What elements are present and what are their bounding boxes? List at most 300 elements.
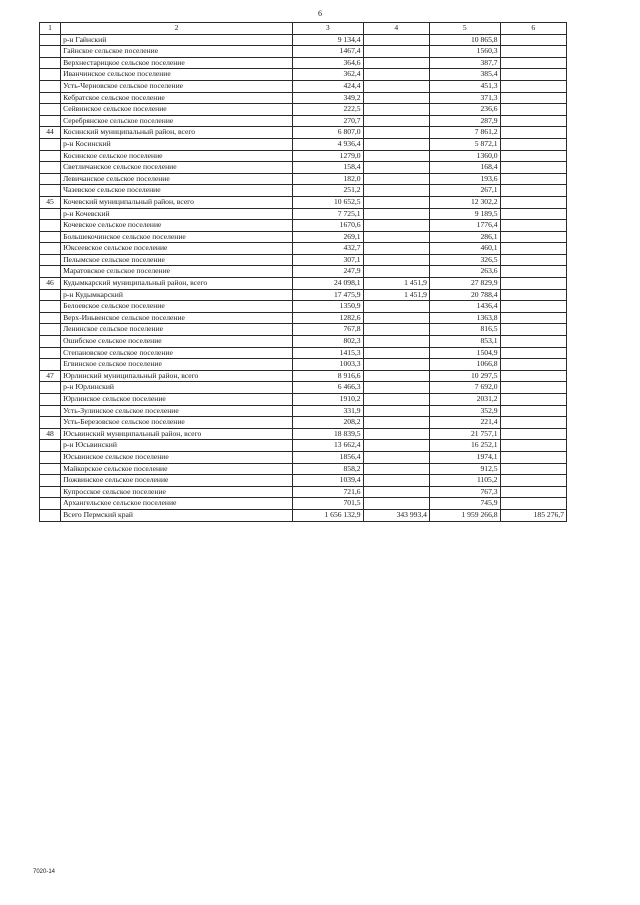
row-number-cell — [40, 359, 61, 371]
col3-value-cell: 17 475,9 — [292, 289, 363, 301]
table-header-row — [40, 23, 567, 35]
table-row — [40, 254, 567, 266]
col6-value-cell — [500, 394, 566, 406]
row-number-cell — [40, 57, 61, 69]
col5-value-cell: 9 189,5 — [429, 208, 500, 220]
col6-value-cell — [500, 359, 566, 371]
row-name-cell: Светличанское сельское поселение — [61, 162, 293, 174]
col5-value-cell: 2031,2 — [429, 394, 500, 406]
col4-value-cell: 1 451,9 — [363, 278, 429, 290]
table-row — [40, 196, 567, 208]
col4-value-cell — [363, 347, 429, 359]
row-name-cell: Косинский муниципальный район, всего — [61, 127, 293, 139]
table-row — [40, 46, 567, 58]
row-number-cell — [40, 382, 61, 394]
col6-value-cell — [500, 69, 566, 81]
col4-value-cell — [363, 451, 429, 463]
row-name-cell: Юсьвинский муниципальный район, всего — [61, 428, 293, 440]
col5-value-cell: 1360,0 — [429, 150, 500, 162]
row-number-cell — [40, 243, 61, 255]
col3-value-cell: 7 725,1 — [292, 208, 363, 220]
col3-value-cell: 158,4 — [292, 162, 363, 174]
row-number-cell — [40, 92, 61, 104]
row-number-cell — [40, 231, 61, 243]
col5-value-cell: 387,7 — [429, 57, 500, 69]
table-row — [40, 324, 567, 336]
table-row — [40, 440, 567, 452]
col5-value-cell: 267,1 — [429, 185, 500, 197]
table-row — [40, 115, 567, 127]
row-name-cell: Кочевское сельское поселение — [61, 220, 293, 232]
table-row — [40, 104, 567, 116]
col3-value-cell: 307,1 — [292, 254, 363, 266]
col3-value-cell: 208,2 — [292, 417, 363, 429]
col6-value-cell — [500, 301, 566, 313]
col6-value-cell — [500, 463, 566, 475]
row-name-cell: Верхнестарицкое сельское поселение — [61, 57, 293, 69]
col3-value-cell: 432,7 — [292, 243, 363, 255]
col3-value-cell: 1910,2 — [292, 394, 363, 406]
footer-code: 7020-14 — [33, 869, 56, 875]
col3-value-cell: 331,9 — [292, 405, 363, 417]
col4-value-cell — [363, 324, 429, 336]
row-number-cell: 44 — [40, 127, 61, 139]
table-row — [40, 162, 567, 174]
col5-value-cell: 7 692,0 — [429, 382, 500, 394]
col5-value-cell: 10 865,8 — [429, 34, 500, 46]
col5-value-cell: 352,9 — [429, 405, 500, 417]
table-row — [40, 208, 567, 220]
col6-value-cell: 185 276,7 — [500, 509, 566, 521]
col4-value-cell — [363, 243, 429, 255]
row-name-cell: Большекочинское сельское поселение — [61, 231, 293, 243]
row-name-cell: Юрлинский муниципальный район, всего — [61, 370, 293, 382]
table-row — [40, 359, 567, 371]
col3-value-cell: 247,9 — [292, 266, 363, 278]
row-name-cell: Юсьвинское сельское поселение — [61, 451, 293, 463]
col5-value-cell: 1105,2 — [429, 475, 500, 487]
col5-value-cell: 20 788,4 — [429, 289, 500, 301]
row-number-cell — [40, 451, 61, 463]
col4-value-cell — [363, 312, 429, 324]
col4-value-cell — [363, 92, 429, 104]
col5-value-cell: 371,3 — [429, 92, 500, 104]
row-number-cell — [40, 509, 61, 521]
col4-value-cell — [363, 208, 429, 220]
table-row — [40, 173, 567, 185]
row-name-cell: р-н Юсьвинский — [61, 440, 293, 452]
table-row — [40, 301, 567, 313]
col3-value-cell: 6 466,3 — [292, 382, 363, 394]
row-name-cell: Кебратское сельское поселение — [61, 92, 293, 104]
col3-value-cell: 767,8 — [292, 324, 363, 336]
col4-value-cell — [363, 463, 429, 475]
row-name-cell: Архангельское сельское поселение — [61, 498, 293, 510]
row-number-cell — [40, 301, 61, 313]
col3-value-cell: 24 098,1 — [292, 278, 363, 290]
row-number-cell — [40, 312, 61, 324]
row-number-cell — [40, 324, 61, 336]
row-name-cell: Белоевское сельское поселение — [61, 301, 293, 313]
col5-value-cell: 236,6 — [429, 104, 500, 116]
row-name-cell: Кочевский муниципальный район, всего — [61, 196, 293, 208]
row-name-cell: Егвинское сельское поселение — [61, 359, 293, 371]
row-name-cell: Ленинское сельское поселение — [61, 324, 293, 336]
col4-value-cell — [363, 359, 429, 371]
col6-value-cell — [500, 382, 566, 394]
col5-value-cell: 16 252,1 — [429, 440, 500, 452]
col5-value-cell: 385,4 — [429, 69, 500, 81]
table-row — [40, 138, 567, 150]
row-number-cell — [40, 463, 61, 475]
table-row — [40, 92, 567, 104]
col6-value-cell — [500, 208, 566, 220]
col4-value-cell — [363, 57, 429, 69]
col3-value-cell: 4 936,4 — [292, 138, 363, 150]
col4-value-cell: 1 451,9 — [363, 289, 429, 301]
row-number-cell — [40, 486, 61, 498]
table-row — [40, 243, 567, 255]
col4-value-cell — [363, 266, 429, 278]
col3-value-cell: 364,6 — [292, 57, 363, 69]
column-header: 4 — [363, 23, 429, 35]
row-number-cell — [40, 34, 61, 46]
col5-value-cell: 1 959 266,8 — [429, 509, 500, 521]
col5-value-cell: 1974,1 — [429, 451, 500, 463]
col3-value-cell: 362,4 — [292, 69, 363, 81]
row-name-cell: р-н Кочевский — [61, 208, 293, 220]
row-number-cell — [40, 347, 61, 359]
row-number-cell — [40, 138, 61, 150]
col3-value-cell: 424,4 — [292, 80, 363, 92]
row-number-cell — [40, 220, 61, 232]
col6-value-cell — [500, 80, 566, 92]
table-row — [40, 428, 567, 440]
col3-value-cell: 269,1 — [292, 231, 363, 243]
table-row — [40, 486, 567, 498]
row-name-cell: Гайнское сельское поселение — [61, 46, 293, 58]
col5-value-cell: 263,6 — [429, 266, 500, 278]
table-row — [40, 312, 567, 324]
row-name-cell: Купросское сельское поселение — [61, 486, 293, 498]
col4-value-cell — [363, 173, 429, 185]
col4-value-cell — [363, 486, 429, 498]
col5-value-cell: 221,4 — [429, 417, 500, 429]
col5-value-cell: 1436,4 — [429, 301, 500, 313]
table-row — [40, 57, 567, 69]
col5-value-cell: 1776,4 — [429, 220, 500, 232]
row-number-cell — [40, 162, 61, 174]
row-name-cell: р-н Кудымкарский — [61, 289, 293, 301]
col6-value-cell — [500, 57, 566, 69]
col4-value-cell — [363, 80, 429, 92]
col3-value-cell: 182,0 — [292, 173, 363, 185]
col6-value-cell — [500, 417, 566, 429]
col6-value-cell — [500, 173, 566, 185]
row-name-cell: р-н Гайнский — [61, 34, 293, 46]
col6-value-cell — [500, 196, 566, 208]
col4-value-cell — [363, 69, 429, 81]
col5-value-cell: 451,3 — [429, 80, 500, 92]
table-row — [40, 127, 567, 139]
row-name-cell: р-н Юрлинский — [61, 382, 293, 394]
col3-value-cell: 222,5 — [292, 104, 363, 116]
col5-value-cell: 745,9 — [429, 498, 500, 510]
col4-value-cell — [363, 254, 429, 266]
col6-value-cell — [500, 278, 566, 290]
table-row — [40, 69, 567, 81]
col6-value-cell — [500, 324, 566, 336]
col3-value-cell: 10 652,5 — [292, 196, 363, 208]
col5-value-cell: 5 872,1 — [429, 138, 500, 150]
col6-value-cell — [500, 138, 566, 150]
row-number-cell — [40, 289, 61, 301]
row-name-cell: Усть-Черновское сельское поселение — [61, 80, 293, 92]
col4-value-cell — [363, 417, 429, 429]
row-name-cell: Усть-Березовское сельское поселение — [61, 417, 293, 429]
col4-value-cell — [363, 150, 429, 162]
row-number-cell: 47 — [40, 370, 61, 382]
table-row — [40, 336, 567, 348]
table-row — [40, 347, 567, 359]
col4-value-cell — [363, 162, 429, 174]
col5-value-cell: 1066,8 — [429, 359, 500, 371]
col3-value-cell: 701,5 — [292, 498, 363, 510]
row-number-cell — [40, 405, 61, 417]
col3-value-cell: 9 134,4 — [292, 34, 363, 46]
col6-value-cell — [500, 150, 566, 162]
row-number-cell: 45 — [40, 196, 61, 208]
row-number-cell — [40, 208, 61, 220]
col5-value-cell: 168,4 — [429, 162, 500, 174]
col6-value-cell — [500, 266, 566, 278]
row-name-cell: Пелымское сельское поселение — [61, 254, 293, 266]
col5-value-cell: 7 861,2 — [429, 127, 500, 139]
col3-value-cell: 270,7 — [292, 115, 363, 127]
col5-value-cell: 460,1 — [429, 243, 500, 255]
col4-value-cell — [363, 115, 429, 127]
col6-value-cell — [500, 115, 566, 127]
col4-value-cell — [363, 127, 429, 139]
col6-value-cell — [500, 347, 566, 359]
table-row — [40, 80, 567, 92]
col4-value-cell — [363, 185, 429, 197]
table-row — [40, 382, 567, 394]
col3-value-cell: 13 662,4 — [292, 440, 363, 452]
table-row — [40, 34, 567, 46]
row-name-cell: Косинское сельское поселение — [61, 150, 293, 162]
col5-value-cell: 326,5 — [429, 254, 500, 266]
col4-value-cell — [363, 231, 429, 243]
row-number-cell — [40, 336, 61, 348]
row-name-cell: Всего Пермский край — [61, 509, 293, 521]
col5-value-cell: 21 757,1 — [429, 428, 500, 440]
col3-value-cell: 1415,3 — [292, 347, 363, 359]
row-number-cell: 48 — [40, 428, 61, 440]
budget-table — [39, 22, 567, 522]
col3-value-cell: 1282,6 — [292, 312, 363, 324]
col3-value-cell: 721,6 — [292, 486, 363, 498]
row-number-cell — [40, 104, 61, 116]
col3-value-cell: 251,2 — [292, 185, 363, 197]
row-number-cell — [40, 394, 61, 406]
col3-value-cell: 1350,9 — [292, 301, 363, 313]
col6-value-cell — [500, 127, 566, 139]
col6-value-cell — [500, 254, 566, 266]
col6-value-cell — [500, 289, 566, 301]
table-row — [40, 451, 567, 463]
col5-value-cell: 287,9 — [429, 115, 500, 127]
col6-value-cell — [500, 440, 566, 452]
row-name-cell: Степановское сельское поселение — [61, 347, 293, 359]
row-number-cell — [40, 417, 61, 429]
col6-value-cell — [500, 92, 566, 104]
col5-value-cell: 816,5 — [429, 324, 500, 336]
row-number-cell — [40, 440, 61, 452]
col6-value-cell — [500, 486, 566, 498]
row-name-cell: Юксеевское сельское поселение — [61, 243, 293, 255]
row-name-cell: Серебрянское сельское поселение — [61, 115, 293, 127]
col4-value-cell — [363, 370, 429, 382]
row-name-cell: Верх-Иньвенское сельское поселение — [61, 312, 293, 324]
row-number-cell — [40, 185, 61, 197]
col4-value-cell — [363, 301, 429, 313]
table-row — [40, 417, 567, 429]
col6-value-cell — [500, 405, 566, 417]
col6-value-cell — [500, 451, 566, 463]
col4-value-cell — [363, 475, 429, 487]
col3-value-cell: 8 916,6 — [292, 370, 363, 382]
col6-value-cell — [500, 243, 566, 255]
table-row — [40, 509, 567, 521]
column-header: 5 — [429, 23, 500, 35]
col6-value-cell — [500, 428, 566, 440]
column-header: 6 — [500, 23, 566, 35]
col5-value-cell: 1363,8 — [429, 312, 500, 324]
col3-value-cell: 1039,4 — [292, 475, 363, 487]
table-row — [40, 220, 567, 232]
page-number: 6 — [318, 9, 322, 18]
row-name-cell: Пожвинское сельское поселение — [61, 475, 293, 487]
col5-value-cell: 912,5 — [429, 463, 500, 475]
col3-value-cell: 1670,6 — [292, 220, 363, 232]
col6-value-cell — [500, 162, 566, 174]
col6-value-cell — [500, 104, 566, 116]
table-row — [40, 405, 567, 417]
col4-value-cell — [363, 104, 429, 116]
row-name-cell: Сейвинское сельское поселение — [61, 104, 293, 116]
table-body — [40, 23, 567, 522]
table-row — [40, 289, 567, 301]
col4-value-cell — [363, 138, 429, 150]
table-row — [40, 278, 567, 290]
col4-value-cell — [363, 34, 429, 46]
col3-value-cell: 802,3 — [292, 336, 363, 348]
table-row — [40, 150, 567, 162]
row-name-cell: Иванчинское сельское поселение — [61, 69, 293, 81]
row-name-cell: Майкорское сельское поселение — [61, 463, 293, 475]
table-row — [40, 475, 567, 487]
col6-value-cell — [500, 475, 566, 487]
col3-value-cell: 1 656 132,9 — [292, 509, 363, 521]
col5-value-cell: 1560,3 — [429, 46, 500, 58]
col4-value-cell: 343 993,4 — [363, 509, 429, 521]
row-name-cell: Кудымкарский муниципальный район, всего — [61, 278, 293, 290]
col6-value-cell — [500, 220, 566, 232]
row-name-cell: Чазевское сельское поселение — [61, 185, 293, 197]
col4-value-cell — [363, 440, 429, 452]
col3-value-cell: 18 839,5 — [292, 428, 363, 440]
row-number-cell — [40, 254, 61, 266]
col6-value-cell — [500, 336, 566, 348]
col3-value-cell: 6 807,0 — [292, 127, 363, 139]
col6-value-cell — [500, 312, 566, 324]
col6-value-cell — [500, 185, 566, 197]
row-number-cell — [40, 173, 61, 185]
col4-value-cell — [363, 428, 429, 440]
row-name-cell: Маратовское сельское поселение — [61, 266, 293, 278]
col4-value-cell — [363, 220, 429, 232]
col3-value-cell: 1003,3 — [292, 359, 363, 371]
col6-value-cell — [500, 34, 566, 46]
row-number-cell — [40, 69, 61, 81]
col4-value-cell — [363, 498, 429, 510]
col5-value-cell: 767,3 — [429, 486, 500, 498]
col4-value-cell — [363, 394, 429, 406]
row-name-cell: Левичанское сельское поселение — [61, 173, 293, 185]
row-name-cell: Усть-Зулинское сельское поселение — [61, 405, 293, 417]
row-number-cell — [40, 266, 61, 278]
col5-value-cell: 27 829,9 — [429, 278, 500, 290]
col3-value-cell: 1467,4 — [292, 46, 363, 58]
column-header: 1 — [40, 23, 61, 35]
table-row — [40, 463, 567, 475]
row-number-cell — [40, 80, 61, 92]
col6-value-cell — [500, 46, 566, 58]
col4-value-cell — [363, 46, 429, 58]
row-number-cell: 46 — [40, 278, 61, 290]
column-header: 3 — [292, 23, 363, 35]
table-row — [40, 185, 567, 197]
col3-value-cell: 858,2 — [292, 463, 363, 475]
table-row — [40, 231, 567, 243]
col5-value-cell: 286,1 — [429, 231, 500, 243]
row-number-cell — [40, 46, 61, 58]
table-row — [40, 394, 567, 406]
row-number-cell — [40, 498, 61, 510]
col6-value-cell — [500, 370, 566, 382]
col4-value-cell — [363, 382, 429, 394]
col3-value-cell: 349,2 — [292, 92, 363, 104]
column-header: 2 — [61, 23, 293, 35]
row-number-cell — [40, 475, 61, 487]
col4-value-cell — [363, 196, 429, 208]
table-row — [40, 498, 567, 510]
table-row — [40, 370, 567, 382]
row-name-cell: р-н Косинский — [61, 138, 293, 150]
col5-value-cell: 193,6 — [429, 173, 500, 185]
col4-value-cell — [363, 336, 429, 348]
row-number-cell — [40, 150, 61, 162]
row-name-cell: Юрлинское сельское поселение — [61, 394, 293, 406]
col5-value-cell: 10 297,5 — [429, 370, 500, 382]
col5-value-cell: 12 302,2 — [429, 196, 500, 208]
col4-value-cell — [363, 405, 429, 417]
col3-value-cell: 1856,4 — [292, 451, 363, 463]
col6-value-cell — [500, 231, 566, 243]
col5-value-cell: 853,1 — [429, 336, 500, 348]
col5-value-cell: 1504,9 — [429, 347, 500, 359]
